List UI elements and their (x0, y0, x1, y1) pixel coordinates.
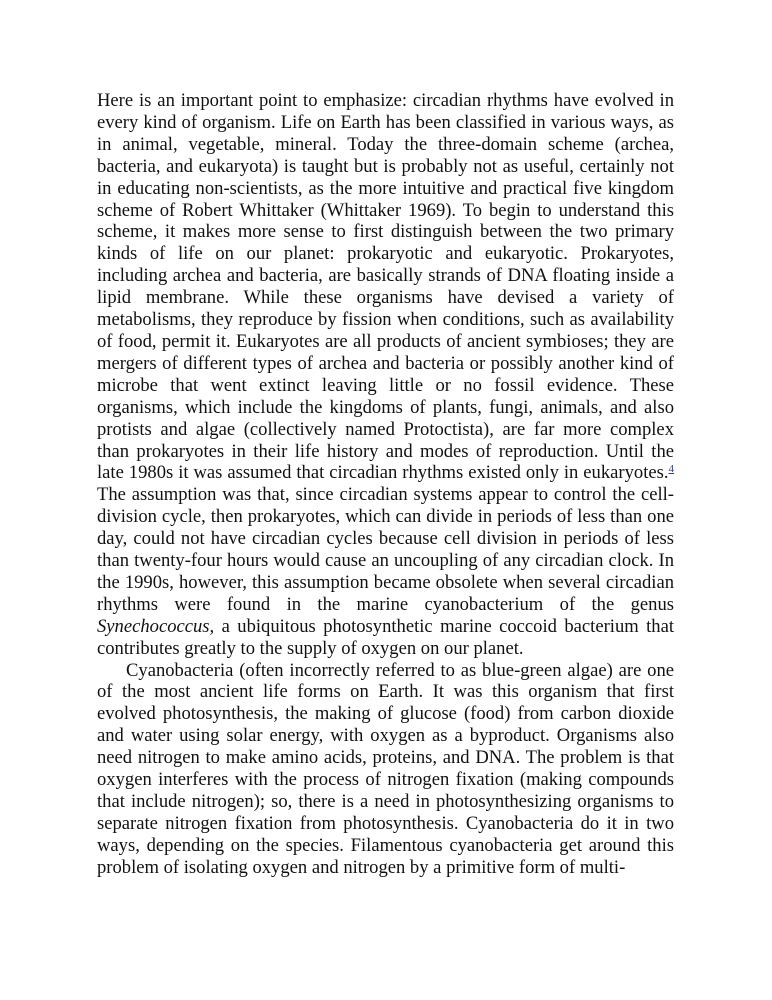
paragraph-text: Here is an important point to emphasize: circadian rhythms have evolved in every kind of organism. Life on Earth has been classified in various ways, as in animal, vegetable, mineral. Today the three-domain scheme (archea, bacteria, and eukaryota) is taught but is probably not as useful, certainly not in educating non-scientists, as the more intuitive and practical five kingdom scheme of Robert Whittaker (Whittaker 1969). To begin to understand this scheme, it makes more sense to first distinguish between the two primary kinds of life on our planet: prokaryotic and eukaryotic. Prokaryotes, including archea and bacteria, are basically strands of DNA floating inside a lipid membrane. While these organisms have devised a variety of metabolisms, they reproduce by fission when conditions, such as availability of food, permit it. Eukaryotes are all products of ancient symbioses; they are mergers of different types of archea and bacteria or possibly another kind of microbe that went extinct leaving little or no fossil evidence. These organisms, which include the kingdoms of plants, fungi, animals, and also protists and algae (collectively named Protoctista), are far more complex than prokaryotes in their life history and modes of reproduction. Until the late 1980s it was assumed that circadian rhythms existed only in eukaryotes. (97, 90, 674, 484)
paragraph-circadian-rhythms (97, 90, 674, 660)
paragraph-text: a ubiquitous photosynthetic marine coccoid bacterium that contributes greatly to the supply of oxygen on our planet. (97, 615, 674, 659)
paragraph-cyanobacteria: Cyanobacteria (often incorrectly referred to as blue-green algae) are one of the most ancient life forms on Earth. It was this organism that first evolved photosynthesis, the making of glucose (food) from carbon dioxide and water using solar energy, with oxygen as a byproduct. Organisms also need nitrogen to make amino acids, proteins, and DNA. The problem is that oxygen interferes with the process of nitrogen fixation (making compounds that include nitrogen); so, there is a need in photosynthesizing organisms to separate nitrogen fixation from photosynthesis. Cyanobacteria do it in two ways, depending on the species. Filamentous cyanobacteria get around this problem of isolating oxygen and nitrogen by a primitive form of multi- (97, 659, 674, 878)
body-text (97, 90, 674, 879)
footnote-link[interactable]: 4 (668, 463, 674, 476)
paragraph-text: The assumption was that, since circadian systems appear to control the cell-division cycle, then prokaryotes, which can divide in periods of less than one day, could not have circadian cycles because cell division in periods of less than twenty-four hours would cause an uncoupling of any circadian clock. In the 1990s, however, this assumption became obsolete when several circadian rhythms were found in the marine cyanobacterium of the genus (97, 484, 674, 615)
genus-name: Synechococcus, (97, 615, 215, 637)
